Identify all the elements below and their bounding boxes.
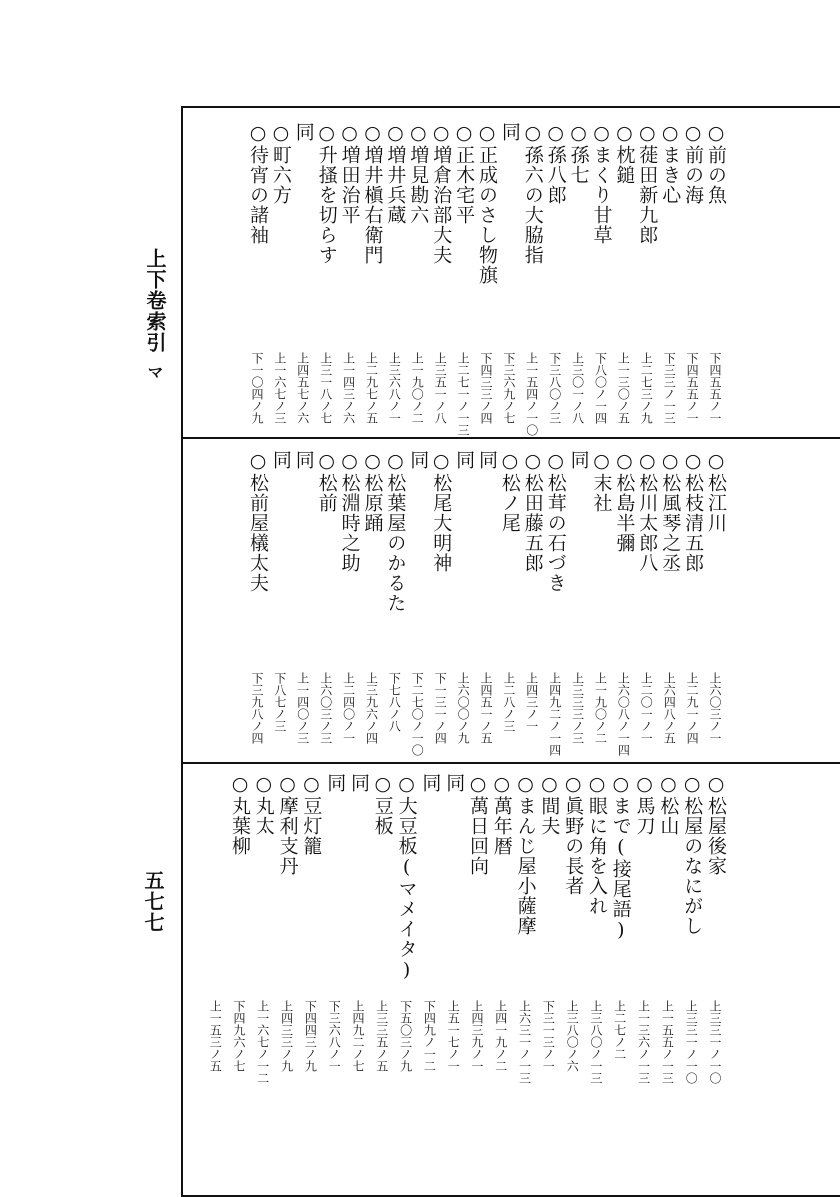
index-term: ○増井兵蔵 (384, 122, 407, 225)
index-page-ref: 上六三一ノ一三 (517, 1000, 532, 1084)
index-page-ref: 上三三三ノ三 (570, 672, 585, 744)
index-page-ref: 下三八〇ノ三 (547, 352, 562, 424)
index-page-ref: 下三三ノ一三 (662, 352, 677, 424)
index-term: ○萬年暦 (490, 773, 513, 856)
index-term: ○前の海 (682, 122, 705, 205)
index-term: ○大豆板(マメイタ) (395, 773, 418, 982)
index-term: ○松田藤五郎 (521, 450, 544, 573)
index-term: ○松川太郎八 (636, 450, 659, 573)
index-page-ref: 上一五五ノ一三 (660, 1000, 675, 1084)
index-term: ○松茸の石づき (544, 450, 567, 593)
index-page-ref: 上四三三ノ九 (279, 1000, 294, 1072)
index-term: 同 (348, 773, 370, 793)
index-page-ref: 下三九八ノ四 (250, 672, 264, 744)
index-term: ○増井槇右衛門 (361, 122, 384, 265)
index-page-ref: 上一三〇ノ五 (616, 352, 631, 424)
index-term: ○眞野の長者 (562, 773, 585, 896)
index-term: ○枕鎚 (613, 122, 636, 185)
index-term: ○待宵の諸袖 (247, 122, 269, 245)
index-term: ○まで(接尾語) (609, 773, 632, 942)
index-page-ref: 上六〇〇ノ九 (456, 672, 471, 744)
index-term: ○孫八郎 (544, 122, 567, 205)
index-page-ref: 上一四〇ノ三 (295, 672, 310, 744)
index-page-ref: 上四五七ノ六 (295, 352, 310, 424)
index-page-ref: 上四九二ノ一四 (547, 672, 562, 756)
index-term: ○松枝清五郎 (682, 450, 705, 573)
index-page-ref: 上三三一ノ一〇 (684, 1000, 699, 1084)
index-term: ○前の魚 (705, 122, 727, 205)
index-page-ref: 上三三五ノ五 (374, 1000, 389, 1072)
index-term: ○まくり甘草 (590, 122, 613, 245)
index-page-ref: 上四三九ノ一 (470, 1000, 484, 1072)
index-page-ref: 上三〇一ノ八 (570, 352, 585, 424)
index-page-ref: 上三八〇ノ六 (565, 1000, 580, 1072)
index-term: ○間夫 (538, 773, 561, 836)
index-page-ref: 上三三一ノ一〇 (708, 1000, 722, 1084)
header-kana: マ (145, 364, 164, 381)
index-page-ref: 下四三三ノ四 (479, 352, 493, 424)
index-page-ref: 下三六九ノ七 (501, 352, 516, 424)
index-page-ref: 下三一三ノ一 (541, 1000, 556, 1072)
header-title: 上下卷索引 (143, 248, 167, 353)
index-page-ref: 下三六八ノ一 (327, 1000, 342, 1072)
index-term: ○まんじ屋小薩摩 (514, 773, 537, 936)
index-page-ref: 上二七三ノ九 (639, 352, 654, 424)
index-term: ○正木宅平 (453, 122, 476, 225)
index-term: ○松江川 (705, 450, 727, 533)
index-term: ○丸葉柳 (229, 773, 251, 856)
index-page-ref: 下二七〇ノ一〇 (410, 672, 425, 756)
index-term: 同 (292, 122, 315, 142)
index-term: ○孫七 (567, 122, 590, 185)
index-term: 同 (443, 773, 466, 793)
index-term: ○孫六の大脇指 (521, 122, 544, 265)
index-page-ref: 上二八ノ三 (501, 672, 516, 732)
index-term: ○摩利支丹 (276, 773, 299, 876)
index-term: ○丸太 (252, 773, 275, 836)
index-term: 同 (476, 450, 498, 470)
index-page-ref: 上四五一ノ五 (479, 672, 493, 744)
index-term: 同 (324, 773, 347, 793)
index-page-ref: 下八七ノ三 (272, 672, 287, 732)
index-page-ref: 上一四三ノ六 (341, 352, 356, 424)
index-page-ref: 上五一七ノ一 (446, 1000, 461, 1072)
page-number: 五七七 (141, 870, 165, 933)
index-term: ○松屋のなにがし (681, 773, 704, 936)
index-term: ○松屋後家 (705, 773, 727, 876)
index-term: 同 (269, 450, 292, 470)
index-page-ref: 上四三ノ一 (524, 672, 539, 732)
index-term: ○松尾大明神 (430, 450, 453, 573)
index-term: 同 (453, 450, 476, 470)
index-page-ref: 上四一九ノ二 (493, 1000, 508, 1072)
index-page-ref: 上六四八ノ五 (662, 672, 677, 744)
index-term: ○松ノ尾 (498, 450, 521, 533)
index-page-ref: 上二七一ノ一三 (456, 352, 471, 436)
index-term: ○松前 (315, 450, 338, 513)
index-page-ref: 上一六七ノ三 (272, 352, 287, 424)
index-term: ○萬日回向 (467, 773, 489, 876)
index-page-ref: 上三五一ノ八 (433, 352, 448, 424)
index-page-ref: 下一三一ノ四 (433, 672, 448, 744)
section-divider-2 (181, 762, 840, 764)
index-term: ○松山 (657, 773, 680, 836)
index-term: 同 (292, 450, 315, 470)
index-term: ○末社 (590, 450, 613, 513)
index-page-ref: 上一九〇ノ二 (593, 672, 608, 744)
index-page-ref: 上二四〇ノ一 (341, 672, 356, 744)
index-term: ○松葉屋のかるた (384, 450, 407, 613)
section-divider-1 (181, 437, 840, 439)
index-page-ref: 上二七ノ二 (612, 1000, 627, 1060)
index-term: ○蓰田新九郎 (636, 122, 659, 245)
index-term: 同 (419, 773, 442, 793)
index-page-ref: 上一六七ノ一二 (255, 1000, 270, 1084)
index-term: ○増倉治部大夫 (430, 122, 453, 265)
running-header (141, 248, 170, 353)
index-page-ref: 下一〇四ノ九 (250, 352, 264, 424)
index-term: ○松風琴之丞 (659, 450, 682, 573)
index-term: ○豆灯籠 (300, 773, 323, 856)
index-page-ref: 下四四三ノ九 (303, 1000, 318, 1072)
index-page-ref: 上二九七ノ五 (364, 352, 379, 424)
index-page-ref: 下四五五ノ一 (685, 352, 700, 424)
index-term: ○増見勘六 (407, 122, 430, 225)
index-page-ref: 下五〇三ノ九 (398, 1000, 413, 1072)
index-term: ○馬刀 (633, 773, 656, 836)
index-term: ○正成のさし物旗 (476, 122, 498, 285)
index-page-ref: 上二九一ノ四 (685, 672, 700, 744)
index-page-ref: 上二〇一ノ一 (639, 672, 654, 744)
index-page-ref: 上三一八ノ七 (318, 352, 333, 424)
index-term: 同 (407, 450, 430, 470)
index-page-ref: 上一五四ノ一〇 (524, 352, 539, 436)
index-page-ref: 下四九ノ一二 (422, 1000, 437, 1072)
index-term: ○升搔を切らす (315, 122, 338, 265)
index-term: ○増田治平 (338, 122, 361, 225)
index-page-ref: 上三八〇ノ一三 (589, 1000, 603, 1084)
index-page-ref: 上一三六ノ一三 (636, 1000, 651, 1084)
index-page-ref: 下八〇ノ一四 (593, 352, 608, 424)
index-term: 同 (567, 450, 590, 470)
index-page-ref: 下四五五ノ一 (708, 352, 722, 424)
index-page-ref: 上三九六ノ四 (364, 672, 379, 744)
index-page-ref: 上六〇三ノ一 (708, 672, 722, 744)
index-term: ○町六方 (269, 122, 292, 205)
index-term: ○まき心 (659, 122, 682, 205)
index-term: ○松島半彌 (613, 450, 636, 553)
index-page-ref: 上六〇八ノ一四 (616, 672, 631, 756)
index-page-ref: 下四九六ノ七 (232, 1000, 246, 1072)
index-term: ○眼に角を入れ (586, 773, 608, 916)
index-page-ref: 上三六八ノ一 (387, 352, 402, 424)
index-page-ref: 上六〇三ノ三 (318, 672, 333, 744)
index-page-ref: 上一五三ノ五 (208, 1000, 223, 1072)
index-term: ○松淵時之助 (338, 450, 361, 573)
index-term: ○松原踊 (361, 450, 384, 533)
index-page-ref: 上一九〇ノ二 (410, 352, 425, 424)
index-term: ○豆板 (371, 773, 394, 836)
index-page-ref: 下七八ノ八 (387, 672, 402, 732)
index-page-ref: 上四九二ノ七 (351, 1000, 365, 1072)
index-term: ○松前屋檥太夫 (247, 450, 269, 593)
index-term: 同 (498, 122, 521, 142)
